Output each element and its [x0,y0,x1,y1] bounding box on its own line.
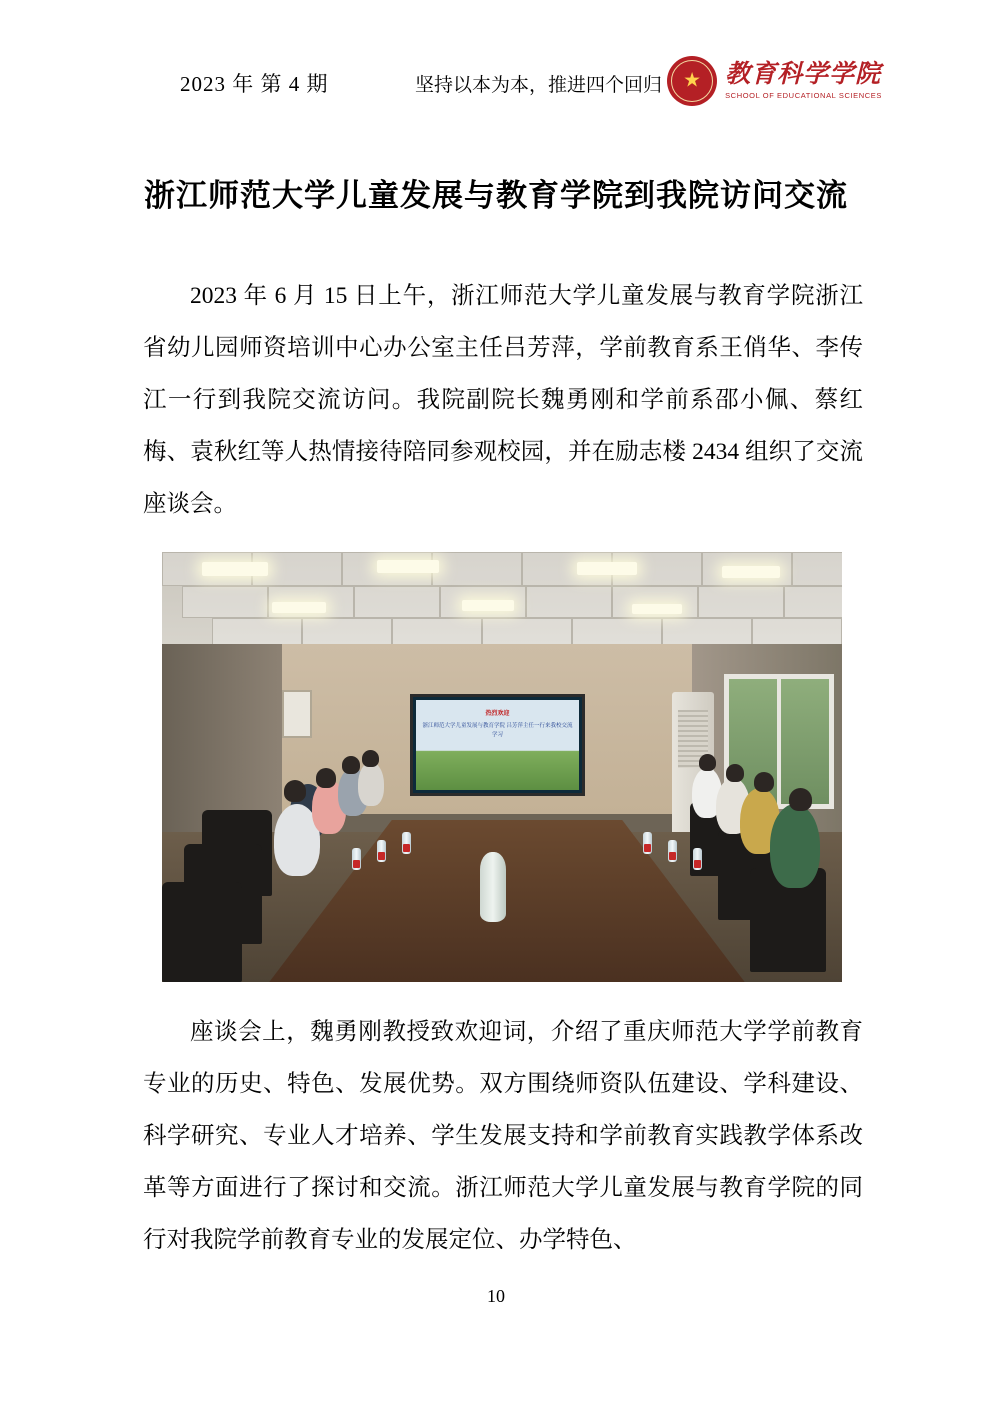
logo-text-block [725,62,882,99]
star-icon: ★ [683,69,702,92]
slogan-text: 坚持以本为本，推进四个回归 [415,75,663,96]
photo-person-head [316,768,336,788]
photo-person-head [284,780,306,802]
logo-emblem-icon [667,56,717,106]
photo-scene [162,552,842,982]
photo-person [358,762,384,806]
photo-bottle [352,848,361,870]
photo-bottle [643,832,652,854]
issue-label: 2023 年 第 4 期 [180,72,329,96]
institution-logo [667,56,882,106]
article-photo [162,552,842,982]
photo-bottle [377,840,386,862]
article-title: 浙江师范大学儿童发展与教育学院到我院访问交流 [144,178,848,213]
photo-person-head [726,764,744,782]
photo-person [770,804,820,888]
page-number: 10 [487,1286,505,1306]
page-header [180,56,882,114]
photo-ceiling [162,552,842,650]
photo-person-head [342,756,360,774]
photo-person-head [699,754,716,771]
article-body [143,270,863,1266]
logo-name-en: SCHOOL OF EDUCATIONAL SCIENCES [725,90,882,100]
photo-person-head [754,772,774,792]
photo-screen-text: 浙江师范大学儿童发展与教育学院 吕芳萍主任一行来我校交流学习 [422,723,573,738]
photo-person-head [362,750,379,767]
paragraph-1: 2023 年 6 月 15 日上午，浙江师范大学儿童发展与教育学院浙江省幼儿园师资培训中心办公室主任吕芳萍，学前教育系王俏华、李传江一行到我院交流访问。我院副院长魏勇刚和学前系邵小佩、蔡红梅、袁秋红等人热情接待陪同参观校园，并在励志楼 2434 组织了交流座谈会。 [143,283,863,517]
photo-person-head [789,788,812,811]
photo-chair [162,882,242,982]
photo-bottle [402,832,411,854]
photo-screen-image [416,700,579,790]
photo-bottle [693,848,702,870]
photo-presentation-screen [410,694,585,796]
photo-bottle [668,840,677,862]
photo-wall-left [162,644,282,834]
paragraph-2: 座谈会上，魏勇刚教授致欢迎词，介绍了重庆师范大学学前教育专业的历史、特色、发展优势。双方围绕师资队伍建设、学科建设、科学研究、专业人才培养、学生发展支持和学前教育实践教学体系改革等方面进行了探讨和交流。浙江师范大学儿童发展与教育学院的同行对我院学前教育专业的发展定位、办学特色、 [143,1019,863,1253]
logo-name-cn: 教育科学学院 [725,61,882,89]
photo-vase [480,852,506,922]
photo-screen-title: 热烈欢迎 [485,711,510,717]
photo-wall-board [282,690,312,738]
